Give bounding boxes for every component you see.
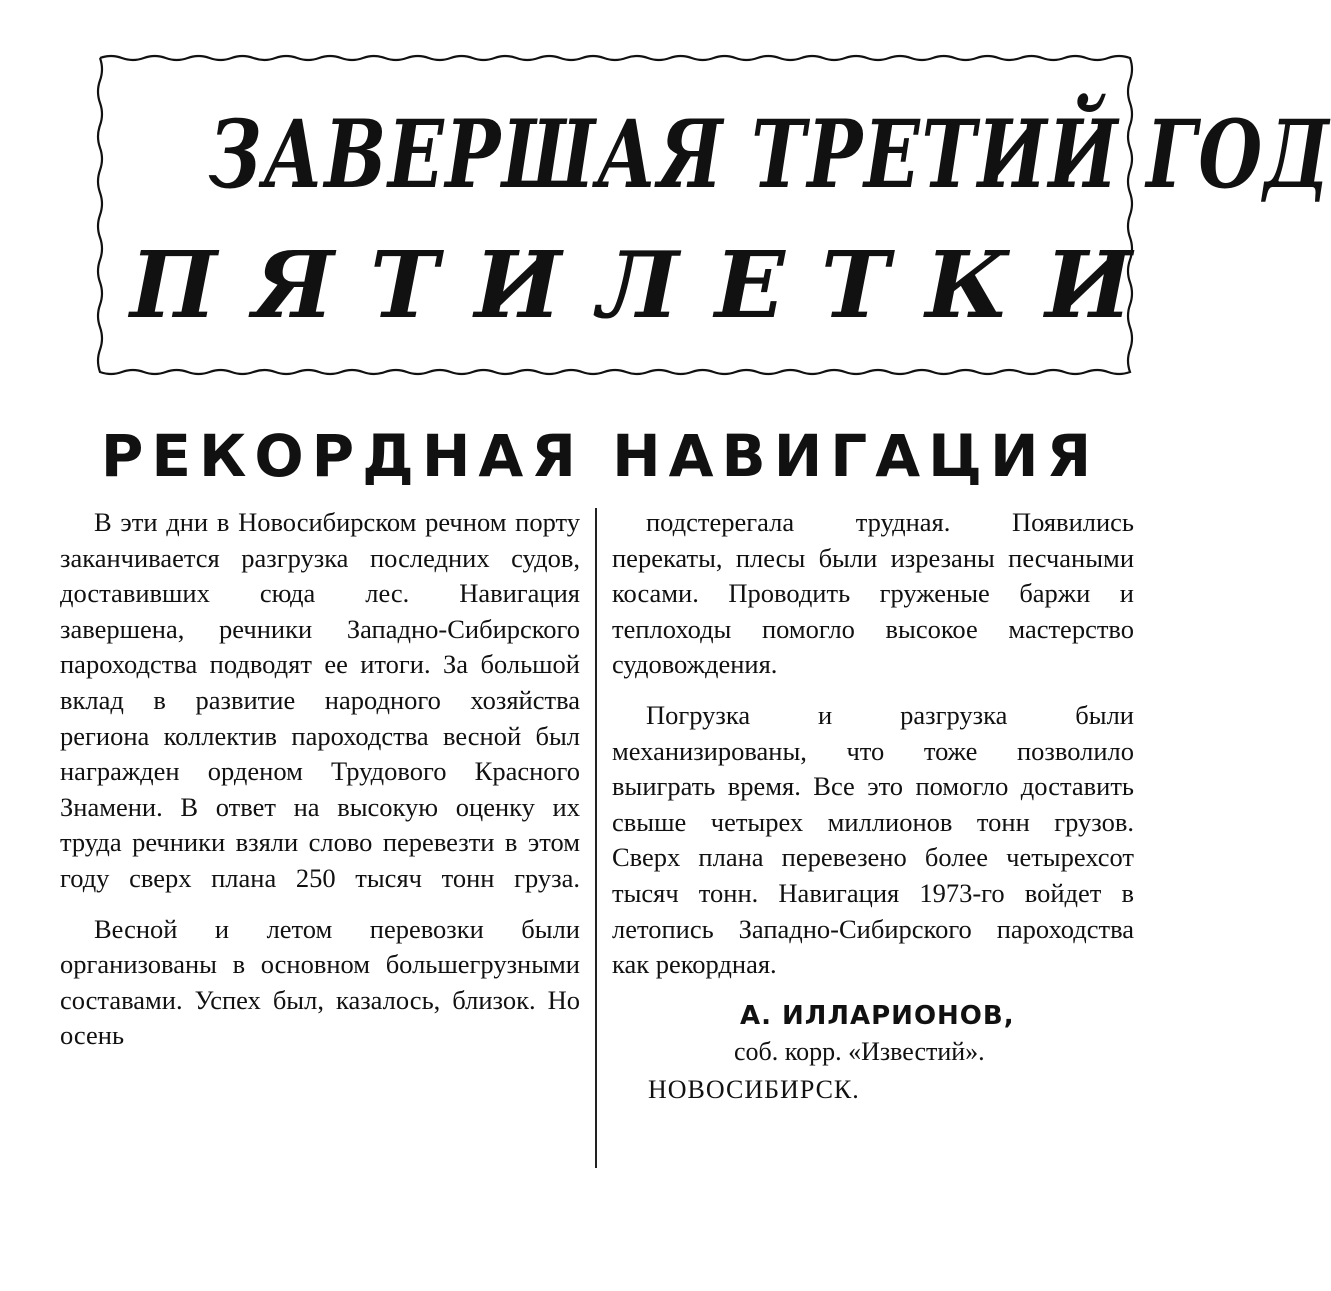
banner-box xyxy=(94,52,1331,378)
dateline-city: НОВОСИБИРСК. xyxy=(648,1074,860,1104)
banner-title-line1: ЗАВЕРШАЯ ТРЕТИЙ ГОД xyxy=(208,100,1331,210)
paragraph: подстерегала трудная. Появились перекаты, плесы были изрезаны песчаными косами. Проводить груженые баржи и теплоходы помогло высокое мастерство судовождения. xyxy=(612,507,1134,680)
author-title: соб. корр. «Известий». xyxy=(734,1036,985,1066)
paragraph: Весной и летом перевозки были организованы в основном большегрузными составами. Успех был, казалось, близок. Но осень xyxy=(60,913,580,1051)
paragraph: Погрузка и разгрузка были механизированы, что тоже позволило выиграть время. Все это помогло доставить свыше четырех миллионов тонн грузов. Сверх плана перевезено более четырехсот тысяч тонн. Навигация 1973-го войдет в летопись Западно-Сибирского пароходства как рекордная. xyxy=(612,699,1134,980)
column-divider xyxy=(595,508,597,1168)
paragraph: В эти дни в Новосибирском речном порту заканчивается разгрузка последних судов, доставивших сюда лес. Навигация завершена, речники Западно-Сибирского пароходства подводят ее итоги. За большой вклад в развитие народного хозяйства региона коллектив пароходства весной был награжден орденом Трудового Красного Знамени. В ответ на высокую оценку их труда речники взяли слово перевезти в этом году сверх плана 250 тысяч тонн груза. xyxy=(60,507,580,893)
article-column-right xyxy=(612,505,1134,1110)
author-name: А. ИЛЛАРИОНОВ, xyxy=(740,1000,1015,1031)
article-headline: РЕКОРДНАЯ НАВИГАЦИЯ xyxy=(100,422,1100,490)
banner-title-line2: ПЯТИЛЕТКИ xyxy=(130,231,1168,339)
article-column-left xyxy=(60,505,580,1069)
